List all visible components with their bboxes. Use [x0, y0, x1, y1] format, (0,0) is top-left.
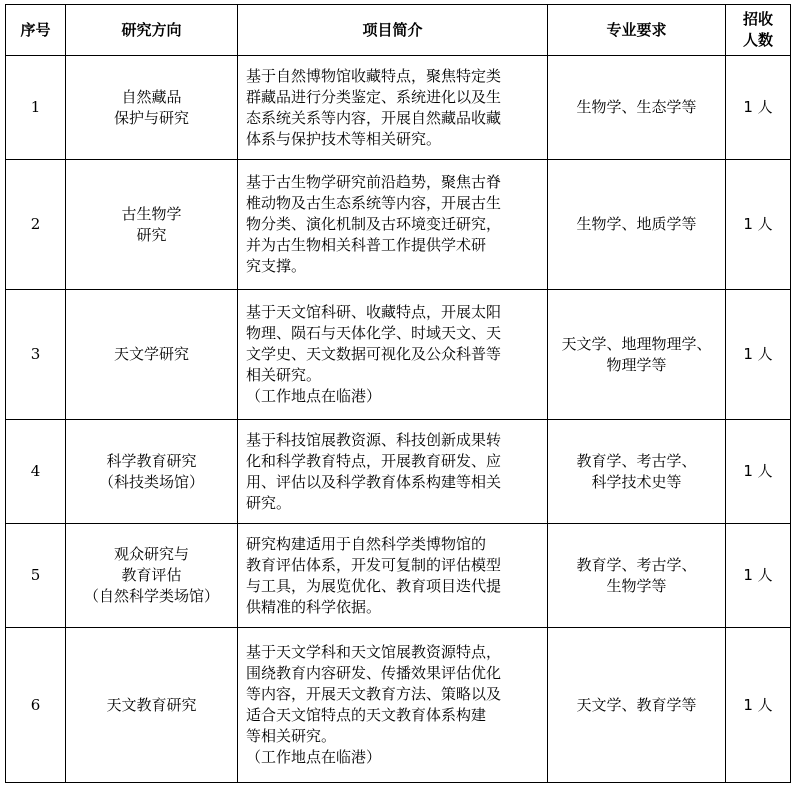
intro-line: 椎动物及古生态系统等内容，开展古生	[246, 194, 502, 212]
header-direction: 研究方向	[66, 5, 238, 56]
row-seq: 1	[6, 56, 66, 160]
intro-line: 基于古生物学研究前沿趋势，聚焦古脊	[246, 173, 502, 191]
row-direction	[66, 56, 238, 160]
intro-line: （工作地点在临港）	[246, 748, 382, 766]
intro-line: 等相关研究。	[246, 727, 337, 745]
row-direction	[66, 420, 238, 524]
direction-line: 教育评估	[121, 566, 182, 584]
intro-line: 适合天文馆特点的天文教育体系构建	[246, 706, 487, 724]
intro-line: 等内容，开展天文教育方法、策略以及	[246, 685, 502, 703]
row-major	[548, 628, 726, 783]
intro-line: 物分类、演化机制及古环境变迁研究，	[246, 215, 502, 233]
table-row	[6, 524, 791, 628]
row-count: 1 人	[726, 420, 791, 524]
table-header-row	[6, 5, 791, 56]
direction-line: （科技类场馆）	[98, 472, 204, 491]
major-line: 教育学、考古学、	[576, 555, 697, 574]
row-seq: 4	[6, 420, 66, 524]
header-count	[726, 5, 791, 56]
row-count: 1 人	[726, 56, 791, 160]
intro-line: 供精准的科学依据。	[246, 597, 382, 616]
major-line: 科学技术史等	[591, 472, 682, 491]
row-intro	[238, 290, 548, 420]
intro-line: 研究构建适用于自然科学类博物馆的	[246, 534, 487, 553]
major-line: 天文学、教育学等	[576, 695, 697, 714]
table-row	[6, 56, 791, 160]
table-row	[6, 290, 791, 420]
intro-line: 基于科技馆展教资源、科技创新成果转	[246, 430, 502, 449]
intro-line: 体系与保护技术等相关研究。	[246, 129, 442, 148]
intro-line: 用、评估以及科学教育体系构建等相关	[246, 472, 502, 491]
row-seq: 2	[6, 160, 66, 290]
header-intro: 项目简介	[238, 5, 548, 56]
row-intro	[238, 160, 548, 290]
major-line: 生物学、地质学等	[576, 215, 697, 233]
intro-line: 化和科学教育特点，开展教育研发、应	[246, 451, 502, 470]
header-major: 专业要求	[548, 5, 726, 56]
intro-line: 基于天文学科和天文馆展教资源特点，	[246, 643, 502, 661]
major-line: 物理学等	[606, 355, 667, 374]
direction-line: 天文学研究	[113, 345, 189, 363]
header-seq: 序号	[6, 5, 66, 56]
row-seq: 5	[6, 524, 66, 628]
intro-line: 相关研究。	[246, 366, 322, 384]
row-seq: 6	[6, 628, 66, 783]
major-line: 教育学、考古学、	[576, 451, 697, 470]
major-line: 天文学、地理物理学、	[561, 334, 712, 353]
row-count: 1 人	[726, 160, 791, 290]
row-major	[548, 420, 726, 524]
row-count: 1 人	[726, 628, 791, 783]
direction-line: （自然科学类场馆）	[83, 587, 219, 605]
table-row	[6, 628, 791, 783]
row-direction	[66, 290, 238, 420]
direction-line: 科学教育研究	[106, 451, 197, 470]
intro-line: 教育评估体系，开发可复制的评估模型	[246, 555, 502, 574]
intro-line: 并为古生物相关科普工作提供学术研	[246, 236, 487, 254]
row-major	[548, 524, 726, 628]
intro-line: 基于自然博物馆收藏特点，聚焦特定类	[246, 66, 502, 85]
row-count: 1 人	[726, 290, 791, 420]
intro-line: 研究。	[246, 493, 292, 512]
direction-line: 天文教育研究	[106, 695, 197, 714]
direction-line: 古生物学	[121, 204, 182, 223]
intro-line: 围绕教育内容研发、传播效果评估优化	[246, 664, 502, 682]
intro-line: 态系统关系等内容，开展自然藏品收藏	[246, 108, 502, 127]
intro-line: 群藏品进行分类鉴定、系统进化以及生	[246, 87, 502, 106]
row-seq: 3	[6, 290, 66, 420]
research-directions-table	[5, 4, 791, 783]
intro-line: 究支撑。	[246, 257, 307, 275]
table-row	[6, 160, 791, 290]
header-count-line-2: 人数	[742, 31, 773, 49]
intro-line: 基于天文馆科研、收藏特点，开展太阳	[246, 303, 502, 321]
row-intro	[238, 524, 548, 628]
intro-line: 与工具，为展览优化、教育项目迭代提	[246, 576, 502, 595]
direction-line: 自然藏品	[121, 87, 182, 106]
header-count-line-1: 招收	[742, 10, 773, 28]
row-major	[548, 160, 726, 290]
table-row	[6, 420, 791, 524]
direction-line: 研究	[136, 225, 167, 244]
row-direction	[66, 628, 238, 783]
row-intro	[238, 628, 548, 783]
intro-line: 物理、陨石与天体化学、时域天文、天	[246, 324, 502, 342]
direction-line: 保护与研究	[113, 108, 189, 127]
row-direction	[66, 160, 238, 290]
direction-line: 观众研究与	[113, 545, 189, 563]
row-intro	[238, 56, 548, 160]
row-major	[548, 290, 726, 420]
major-line: 生物学、生态学等	[576, 98, 697, 116]
row-major	[548, 56, 726, 160]
row-direction	[66, 524, 238, 628]
major-line: 生物学等	[606, 576, 667, 595]
intro-line: 文学史、天文数据可视化及公众科普等	[246, 345, 502, 363]
intro-line: （工作地点在临港）	[246, 387, 382, 405]
row-count: 1 人	[726, 524, 791, 628]
row-intro	[238, 420, 548, 524]
